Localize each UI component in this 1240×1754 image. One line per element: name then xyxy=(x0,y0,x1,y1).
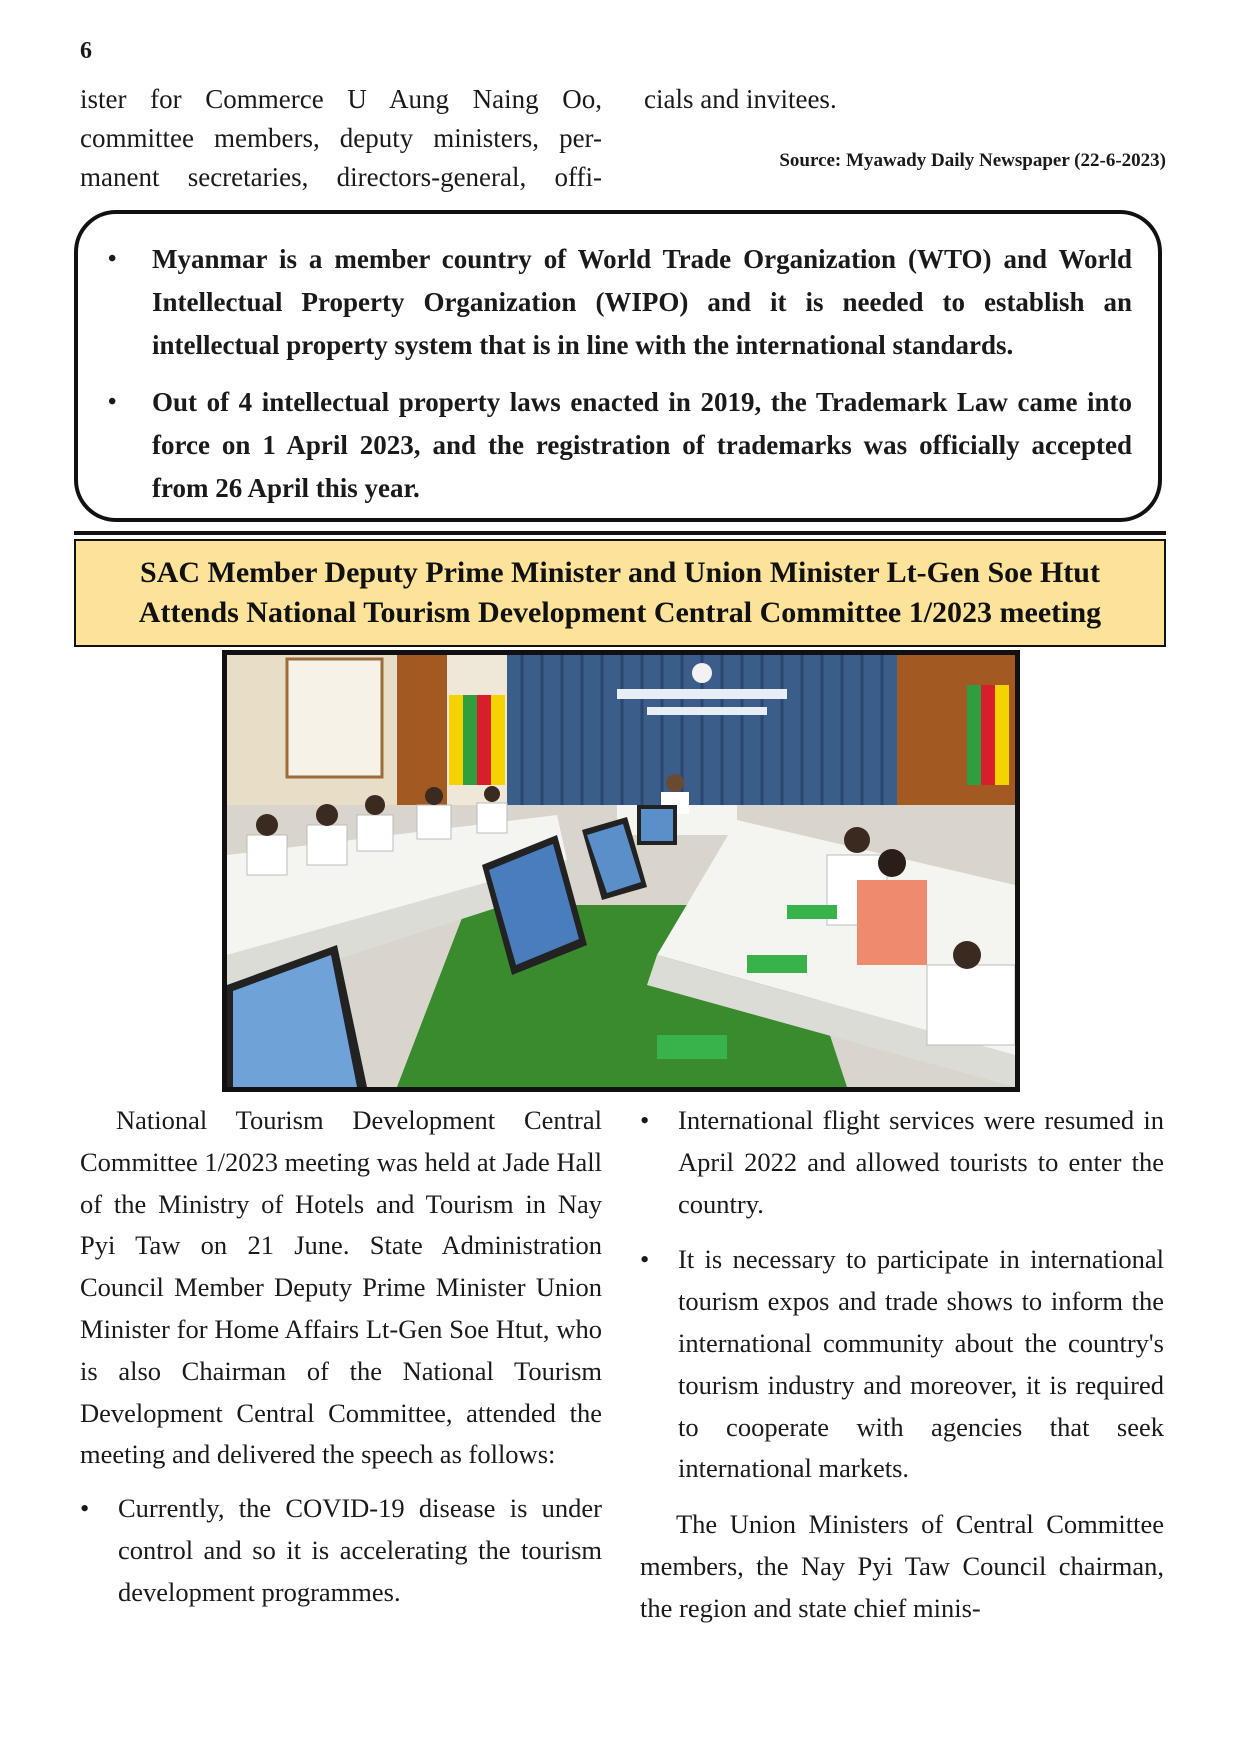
source-credit: Source: Myawady Daily Newspaper (22-6-2023) xyxy=(779,150,1166,171)
continued-line-3: manent secretaries, directors-general, offi- xyxy=(80,162,602,192)
key-point-item: • Myanmar is a member country of World Trade Organization (WTO) and World Intellectual Property Organization (WIPO) and it is needed to establish an intellectual property system that is in line with the international standards. xyxy=(108,238,1132,367)
article-column-left xyxy=(80,1100,602,1628)
article-column-right xyxy=(640,1100,1164,1642)
continued-line-1: ister for Commerce U Aung Naing Oo, xyxy=(80,84,602,114)
article-intro: National Tourism Development Central Committee 1/2023 meeting was held at Jade Hall of the Ministry of Hotels and Tourism in Nay Pyi Taw on 21 June. State Administration Council Member Deputy Prime Minister Union Minister for Home Affairs Lt-Gen Soe Htut, who is also Chairman of the National Tourism Development Central Committee, attended the meeting and delivered the speech as follows: xyxy=(80,1105,602,1470)
article-headline xyxy=(74,539,1166,647)
key-points-list xyxy=(108,238,1132,510)
article-bullet: • It is necessary to participate in international tourism expos and trade shows to inform the international community about the country's tourism industry and moreover, it is required to cooperate with agencies that seek international markets. xyxy=(640,1239,1164,1490)
continued-line-2: committee members, deputy ministers, per- xyxy=(80,123,602,153)
article-closing: The Union Ministers of Central Committee members, the Nay Pyi Taw Council chairman, the region and state chief minis- xyxy=(640,1509,1164,1623)
meeting-photo xyxy=(222,650,1020,1092)
section-divider xyxy=(74,531,1166,535)
headline-line-2: Attends National Tourism Development Central Committee 1/2023 meeting xyxy=(138,596,1102,629)
key-point-item: • Out of 4 intellectual property laws enacted in 2019, the Trademark Law came into force on 1 April 2023, and the registration of trademarks was officially accepted from 26 April this year. xyxy=(108,381,1132,510)
page-number: 6 xyxy=(80,38,92,64)
meeting-photo-illustration xyxy=(227,655,1015,1087)
key-points-box xyxy=(74,210,1162,522)
continued-text-left xyxy=(80,80,602,197)
continued-text-right: cials and invitees. xyxy=(644,84,837,114)
headline-line-1: SAC Member Deputy Prime Minister and Union Minister Lt-Gen Soe Htut xyxy=(140,556,1100,589)
article-bullet: • Currently, the COVID-19 disease is under control and so it is accelerating the tourism development programmes. xyxy=(80,1488,602,1613)
article-bullet: • International flight services were resumed in April 2022 and allowed tourists to enter the country. xyxy=(640,1100,1164,1225)
